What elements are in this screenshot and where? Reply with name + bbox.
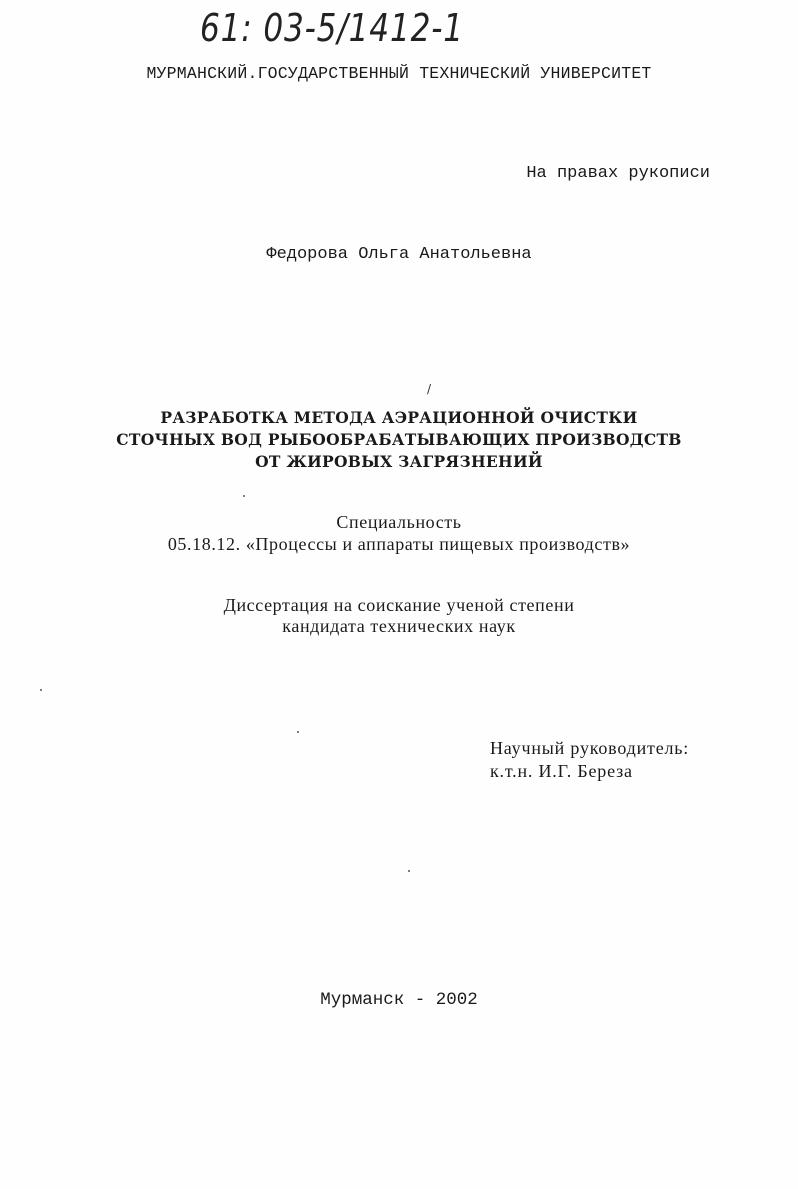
scan-speck	[408, 870, 410, 872]
dissertation-line-1: Диссертация на соискание ученой степени	[223, 595, 575, 615]
specialty-label: Специальность	[336, 512, 462, 532]
thesis-title-line-2: СТОЧНЫХ ВОД РЫБООБРАБАТЫВАЮЩИХ ПРОИЗВОДСТВ	[116, 430, 682, 449]
thesis-title-line-1: РАЗРАБОТКА МЕТОДА АЭРАЦИОННОЙ ОЧИСТКИ	[160, 408, 638, 427]
catalog-number-handwritten: 61: 03-5/1412-1	[200, 6, 464, 50]
specialty-value: 05.18.12. «Процессы и аппараты пищевых производств»	[167, 534, 631, 554]
city-year: Мурманск - 2002	[320, 990, 478, 1010]
supervisor-label: Научный руководитель:	[490, 738, 690, 758]
author-name: Федорова Ольга Анатольевна	[266, 245, 532, 264]
supervisor-name: к.т.н. И.Г. Береза	[490, 761, 633, 781]
dissertation-line-2: кандидата технических наук	[282, 616, 516, 636]
pencil-mark: /	[427, 382, 432, 396]
scan-speck	[40, 689, 42, 691]
rights-note: На правах рукописи	[526, 164, 710, 183]
thesis-title-line-3: ОТ ЖИРОВЫХ ЗАГРЯЗНЕНИЙ	[255, 452, 543, 471]
scan-speck	[243, 495, 245, 497]
university-name: МУРМАНСКИЙ.ГОСУДАРСТВЕННЫЙ ТЕХНИЧЕСКИЙ УНИВЕРСИТЕТ	[146, 64, 652, 83]
scan-speck	[297, 731, 299, 733]
